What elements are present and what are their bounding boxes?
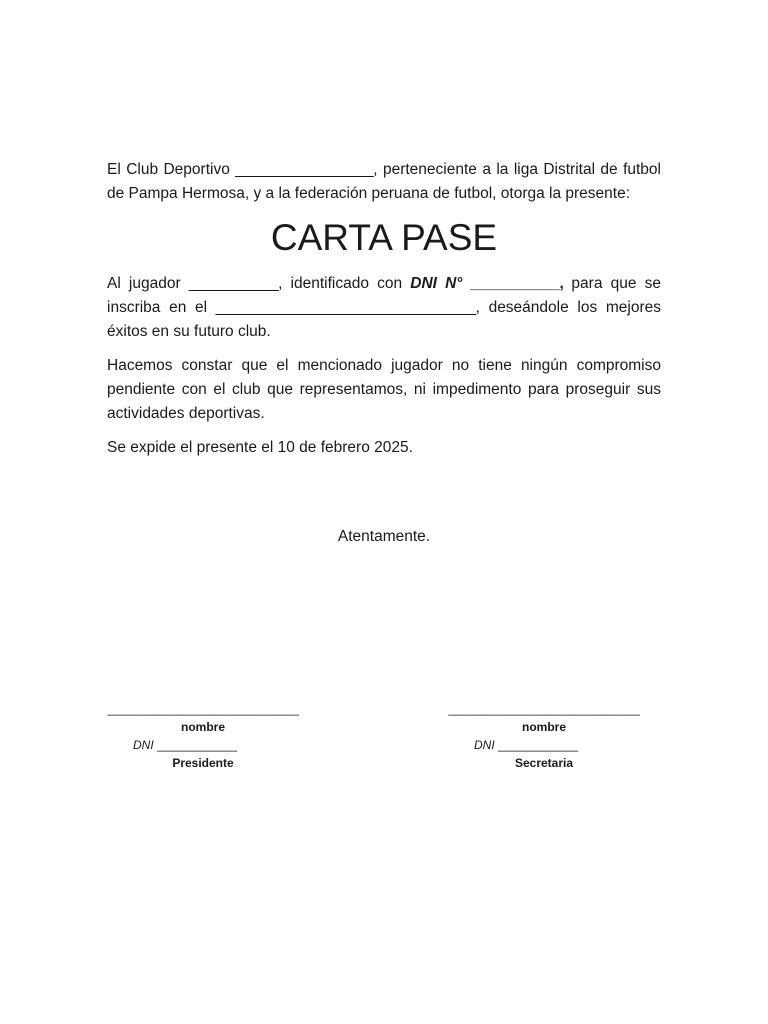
assignment-text-2: , identificado con <box>278 275 411 292</box>
signature-role: Secretaria <box>514 756 574 770</box>
issued-date-paragraph: Se expide el presente el 10 de febrero 2025. <box>107 439 413 456</box>
closing-text: Atentamente. <box>337 528 431 545</box>
signature-dni-label: DNI <box>474 738 495 752</box>
club-name-blank: _________________ <box>235 161 374 178</box>
signature-name: nombre <box>521 720 566 734</box>
signature-dni <box>444 736 644 754</box>
new-club-blank: ________________________________ <box>215 299 476 316</box>
assignment-text-1: Al jugador <box>107 275 189 292</box>
dni-number-blank: ___________, <box>462 275 564 292</box>
signature-dni-label: DNI <box>133 738 154 752</box>
signature-role: Presidente <box>172 756 234 770</box>
signature-dni <box>103 736 303 754</box>
signature-dni-blank: ____________ <box>494 738 579 752</box>
document-title: CARTA PASE <box>270 217 498 258</box>
intro-paragraph <box>107 158 661 206</box>
signature-name: nombre <box>180 720 225 734</box>
signature-block-secretary <box>444 700 644 772</box>
assignment-paragraph <box>107 272 661 344</box>
assignment-text-4: , deseándole los mejores éxitos en su futuro club. <box>107 299 662 340</box>
signature-line: ______________________________ <box>448 702 640 716</box>
player-name-blank: ___________ <box>188 275 279 292</box>
dni-label: DNI N° <box>410 275 463 292</box>
document-body <box>107 158 661 470</box>
signature-dni-blank: ____________ <box>153 738 238 752</box>
intro-text-2: , perteneciente a la liga Distrital de futbol de Pampa Hermosa, y a la federación peruana de futbol, otorga la presente: <box>107 161 661 202</box>
statement-paragraph: Hacemos constar que el mencionado jugador no tiene ningún compromiso pendiente con el club que representamos, ni impedimento para proseguir sus actividades deportivas. <box>107 357 661 422</box>
signature-block-president <box>103 700 303 772</box>
assignment-text-3: para que se inscriba en el <box>107 275 661 316</box>
intro-text-1: El Club Deportivo <box>107 161 236 178</box>
signature-line: ______________________________ <box>107 702 299 716</box>
